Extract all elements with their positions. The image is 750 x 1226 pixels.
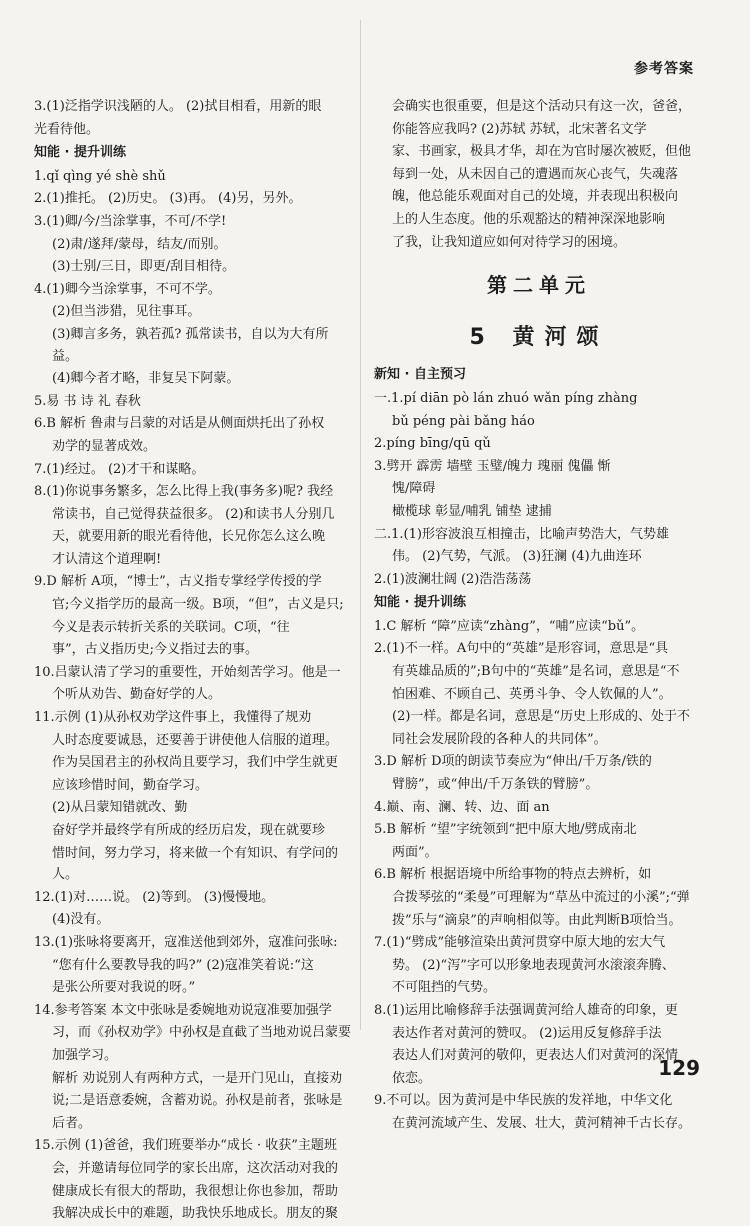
answer-line: 11.示例 (1)从孙权劝学这件事上，我懂得了规劝	[34, 710, 312, 726]
answer-line: 4.巅、南、澜、转、边、面 an	[374, 799, 550, 815]
answer-line: 两面”。	[392, 844, 438, 860]
answer-line: 7.(1)“劈成”能够渲染出黄河贯穿中原大地的宏大气	[374, 935, 666, 951]
column-divider	[360, 20, 361, 1030]
answer-line: 2.píng bīng/qū qǔ	[374, 436, 491, 452]
answer-line: 惜时间，努力学习，将来做一个有知识、有学问的人。	[52, 845, 339, 883]
answer-line: 8.(1)运用比喻修辞手法强调黄河给人雄奇的印象，更	[374, 1002, 678, 1018]
answer-line: (2)从吕蒙知错就改、勤	[52, 800, 188, 816]
answer-line: (2)但当涉猎，见往事耳。	[52, 304, 201, 320]
answer-line: 光看待他。	[34, 121, 100, 137]
answer-line: 3.(1)泛指学识浅陋的人。 (2)拭目相看，用新的眼	[34, 99, 322, 114]
answer-line: 愧/障碍	[392, 481, 436, 497]
answer-line: 个听从劝告、勤奋好学的人。	[52, 687, 222, 703]
page-number: 129	[658, 1056, 700, 1080]
answer-line: 2.(1)推托。 (2)历史。 (3)再。 (4)另，另外。	[34, 191, 302, 207]
answer-line: 后者。	[52, 1115, 92, 1131]
answer-line: 1.C 解析 “障”应读“zhàng”，“哺”应读“bǔ”。	[374, 618, 645, 634]
answer-line: 习，而《孙权劝学》中孙权是直截了当地劝说吕蒙要	[52, 1025, 352, 1041]
answer-line: 伟。 (2)气势，气派。 (3)狂澜 (4)九曲连环	[392, 549, 642, 565]
answer-line: 2.(1)不一样。A句中的“英雄”是形容词，意思是“具	[374, 641, 669, 657]
answer-line: 每到一处，从未因自己的遭遇而灰心丧气，失魂落	[392, 166, 679, 182]
answer-line: (4)卿今者才略，非复吴下阿蒙。	[52, 371, 240, 387]
answer-line: 6.B 解析 根据语境中所给事物的特点去辨析，如	[374, 867, 652, 883]
right-column	[374, 96, 704, 1136]
answer-line: 会，并邀请每位同学的家长出席，这次活动对我的	[52, 1160, 339, 1176]
answer-line: 官;今义指学历的最高一级。B项，“但”，古义是只;	[52, 597, 344, 613]
answer-line: 常读书，自己觉得获益很多。 (2)和读书人分别几	[52, 506, 335, 522]
answer-line: (4)没有。	[52, 912, 110, 928]
answer-line: 劝学的显著成效。	[52, 438, 157, 454]
answer-line: 加强学习。	[52, 1047, 118, 1063]
answer-line: 应该珍惜时间，勤奋学习。	[52, 777, 209, 793]
answer-line: 事”，古义指历史;今义指过去的事。	[52, 642, 259, 658]
answer-line: 不可阻挡的气势。	[392, 980, 497, 996]
answer-line: 3.D 解析 D项的朗读节奏应为“伸出/千万条/铁的	[374, 754, 652, 770]
section-heading: 知能 · 提升训练	[374, 595, 466, 611]
answer-line: 会确实也很重要，但是这个活动只有这一次，爸爸，	[392, 99, 692, 114]
answer-line: 怕困难、不顾自己、英勇斗争、令人钦佩的人”。	[392, 686, 672, 702]
answer-line: 今义是表示转折关系的关联词。C项，“往	[52, 619, 290, 635]
answer-line: 表达作者对黄河的赞叹。 (2)运用反复修辞手法	[392, 1025, 662, 1041]
answer-line: 10.吕蒙认清了学习的重要性，开始刻苦学习。他是一	[34, 664, 341, 680]
answer-line: 你能答应我吗? (2)苏轼 苏轼，北宋著名文学	[392, 121, 647, 137]
answer-line: 二.1.(1)形容波浪互相撞击，比喻声势浩大，气势雄	[374, 526, 669, 542]
section-heading: 知能 · 提升训练	[34, 145, 126, 161]
answer-line: 是张公所要对我说的呀。”	[52, 980, 196, 996]
answer-line: 8.(1)你说事务繁多，怎么比得上我(事务多)呢? 我经	[34, 484, 334, 500]
answer-line: 2.(1)波澜壮阔 (2)浩浩荡荡	[374, 571, 532, 587]
answer-line: 说;二是语意委婉，含蓄劝说。孙权是前者，张咏是	[52, 1093, 343, 1109]
answer-line: 12.(1)对……说。 (2)等到。 (3)慢慢地。	[34, 889, 275, 905]
answer-line: 奋好学并最终学有所成的经历启发，现在就要珍	[52, 823, 326, 838]
left-column	[34, 96, 352, 1226]
answer-line: 势。 (2)“泻”字可以形象地表现黄河水滚滚奔腾、	[392, 957, 675, 973]
answer-line: 合拨琴弦的“柔曼”可理解为“草丛中流过的小溪”;“弹	[392, 890, 690, 905]
answer-line: 解析 劝说别人有两种方式，一是开门见山，直接劝	[52, 1070, 343, 1086]
answer-line: 7.(1)经过。 (2)才干和谋略。	[34, 461, 205, 477]
answer-line: 拨”乐与“滴泉”的声响相似等。由此判断B项恰当。	[392, 912, 682, 928]
answer-line: 了我，让我知道应如何对待学习的困境。	[392, 234, 627, 250]
answer-line: 5.易 书 诗 礼 春秋	[34, 393, 141, 409]
answer-line: 5.B 解析 “望”字统领到“把中原大地/劈成南北	[374, 822, 637, 838]
answer-line: 臂膀”，或“伸出/千万条铁的臂膀”。	[392, 777, 599, 793]
answer-line: 作为吴国君主的孙权尚且要学习，我们中学生就更	[52, 755, 339, 771]
answer-line: (3)卿言多务，孰若孤? 孤常读书，自以为大有所益。	[52, 326, 329, 364]
answer-line: 4.(1)卿今当涂掌事，不可不学。	[34, 281, 221, 297]
answer-line: (2)肃/遂拜/蒙母，结友/而别。	[52, 236, 227, 252]
answer-line: 表达人们对黄河的敬仰，更表达人们对黄河的深情	[392, 1048, 679, 1064]
answer-line: 1.qǐ qìng yé shè shǔ	[34, 168, 166, 184]
answer-line: 3.劈开 霹雳 墙壁 玉璧/魄力 瑰丽 傀儡 惭	[374, 458, 611, 474]
answer-line: 一.1.pí diān pò lán zhuó wǎn píng zhàng	[374, 390, 638, 406]
answer-line: 同社会发展阶段的各种人的共同体”。	[392, 731, 607, 747]
answer-line: 天，就要用新的眼光看待他，长兄你怎么这么晚	[52, 529, 326, 545]
lesson-title: 5 黄河颂	[469, 324, 609, 350]
answer-line: 上的人生态度。他的乐观豁达的精神深深地影响	[392, 211, 666, 227]
answer-line: 健康成长有很大的帮助，我很想让你也参加，帮助	[52, 1183, 339, 1199]
answer-line: 橄榄球 彰显/哺乳 铺垫 逮捕	[392, 503, 552, 519]
unit-title: 第二单元	[487, 273, 591, 298]
page-header: 参考答案	[634, 61, 694, 77]
answer-line: 15.示例 (1)爸爸，我们班要举办“成长 · 收获”主题班	[34, 1138, 337, 1154]
answer-line: “您有什么要教导我的吗?” (2)寇准笑着说:“这	[52, 957, 314, 973]
answer-line: 9.不可以。因为黄河是中华民族的发祥地，中华文化	[374, 1093, 673, 1109]
answer-line: 人时态度要诚恳，还要善于讲使他人信服的道理。	[52, 732, 339, 748]
answer-line: 有英雄品质的”;B句中的“英雄”是名词，意思是“不	[392, 664, 680, 680]
answer-line: 魄，他总能乐观面对自己的处境，并表现出积极向	[392, 189, 679, 205]
answer-line: 我解决成长中的难题，助我快乐地成长。朋友的聚	[52, 1206, 339, 1222]
answer-line: 才认清这个道理啊!	[52, 551, 162, 567]
answer-line: 在黄河流域产生、发展、壮大，黄河精神千古长存。	[392, 1115, 692, 1131]
section-heading: 新知 · 自主预习	[374, 367, 466, 383]
answer-line: 13.(1)张咏将要离开，寇准送他到郊外，寇准问张咏:	[34, 934, 338, 950]
answer-line: (2)一样。都是名词，意思是“历史上形成的、处于不	[392, 709, 691, 725]
answer-line: 3.(1)卿/今/当涂掌事，不可/不学!	[34, 213, 227, 229]
answer-line: 6.B 解析 鲁肃与吕蒙的对话是从侧面烘托出了孙权	[34, 416, 325, 432]
answer-line: 9.D 解析 A项，“博士”，古义指专掌经学传授的学	[34, 574, 322, 590]
answer-line: 14.参考答案 本文中张咏是委婉地劝说寇准要加强学	[34, 1002, 332, 1018]
answer-line: 依恋。	[392, 1070, 432, 1086]
answer-line: 家、书画家，极具才华，却在为官时屡次被贬，但他	[392, 144, 692, 160]
answer-line: (3)士别/三日，即更/刮目相待。	[52, 259, 236, 275]
answer-line: bǔ péng pài bǎng háo	[392, 413, 535, 429]
